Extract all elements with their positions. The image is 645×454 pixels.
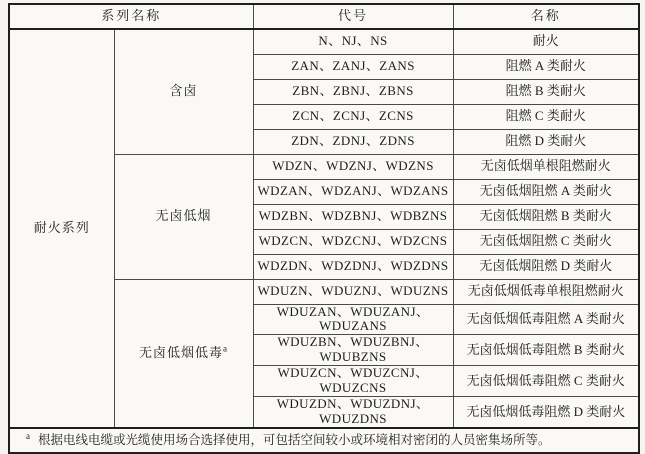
column-header-code: 代号 — [253, 4, 453, 29]
name-cell: 无卤低烟阻燃 C 类耐火 — [453, 229, 639, 254]
code-cell: ZBN、ZBNJ、ZBNS — [253, 79, 453, 104]
code-cell: WDZAN、WDZANJ、WDZANS — [253, 179, 453, 204]
name-cell: 阻燃 C 类耐火 — [453, 104, 639, 129]
code-cell: N、NJ、NS — [253, 29, 453, 54]
code-cell: WDZN、WDZNJ、WDZNS — [253, 154, 453, 179]
code-cell: WDUZN、WDUZNJ、WDUZNS — [253, 279, 453, 304]
group-label-halogen-free-low-smoke-low-toxicity — [114, 279, 253, 428]
code-cell: ZCN、ZCNJ、ZCNS — [253, 104, 453, 129]
name-cell: 无卤低烟单根阻燃耐火 — [453, 154, 639, 179]
name-cell: 阻燃 A 类耐火 — [453, 54, 639, 79]
name-cell: 无卤低烟低毒阻燃 B 类耐火 — [453, 335, 639, 366]
code-cell: WDZDN、WDZDNJ、WDZDNS — [253, 254, 453, 279]
name-cell: 无卤低烟阻燃 D 类耐火 — [453, 254, 639, 279]
code-cell: WDUZCN、WDUZCNJ、WDUZCNS — [253, 366, 453, 397]
code-cell: ZAN、ZANJ、ZANS — [253, 54, 453, 79]
code-cell: WDUZAN、WDUZANJ、WDUZANS — [253, 304, 453, 335]
table-header-row — [9, 4, 639, 29]
group-label-text: 无卤低烟低毒 — [139, 344, 224, 360]
footnote-reference-mark: a — [223, 343, 229, 354]
column-header-name: 名称 — [453, 4, 639, 29]
code-cell: WDUZDN、WDUZDNJ、WDUZDNS — [253, 397, 453, 428]
name-cell: 阻燃 D 类耐火 — [453, 129, 639, 154]
name-cell: 无卤低烟低毒阻燃 A 类耐火 — [453, 304, 639, 335]
footnote-text: 根据电线电缆或光缆使用场合选择使用，可包括空间较小或环境相对密闭的人员密集场所等。 — [38, 433, 551, 448]
name-cell: 耐火 — [453, 29, 639, 54]
footnote-cell: $^a$ 根据电线电缆或光缆使用场合选择使用，可包括空间较小或环境相对密闭的人员密集场所等。 — [9, 428, 639, 453]
name-cell: 无卤低烟低毒阻燃 C 类耐火 — [453, 366, 639, 397]
name-cell: 阻燃 B 类耐火 — [453, 79, 639, 104]
group-label-halogen-free-low-smoke: 无卤低烟 — [114, 154, 253, 279]
code-cell: ZDN、ZDNJ、ZDNS — [253, 129, 453, 154]
name-cell: 无卤低烟低毒阻燃 D 类耐火 — [453, 397, 639, 428]
table-row — [9, 29, 639, 54]
name-cell: 无卤低烟阻燃 A 类耐火 — [453, 179, 639, 204]
code-cell: WDUZBN、WDUZBNJ、WDUBZNS — [253, 335, 453, 366]
column-header-series-name: 系列名称 — [9, 4, 253, 29]
name-cell: 无卤低烟低毒单根阻燃耐火 — [453, 279, 639, 304]
group-label-halogen: 含卤 — [114, 29, 253, 154]
series-label-cell: 耐火系列 — [9, 29, 114, 428]
name-cell: 无卤低烟阻燃 B 类耐火 — [453, 204, 639, 229]
footnote-row — [9, 428, 639, 453]
code-cell: WDZCN、WDZCNJ、WDZCNS — [253, 229, 453, 254]
cable-series-code-table — [8, 3, 640, 454]
code-cell: WDZBN、WDZBNJ、WDBZNS — [253, 204, 453, 229]
